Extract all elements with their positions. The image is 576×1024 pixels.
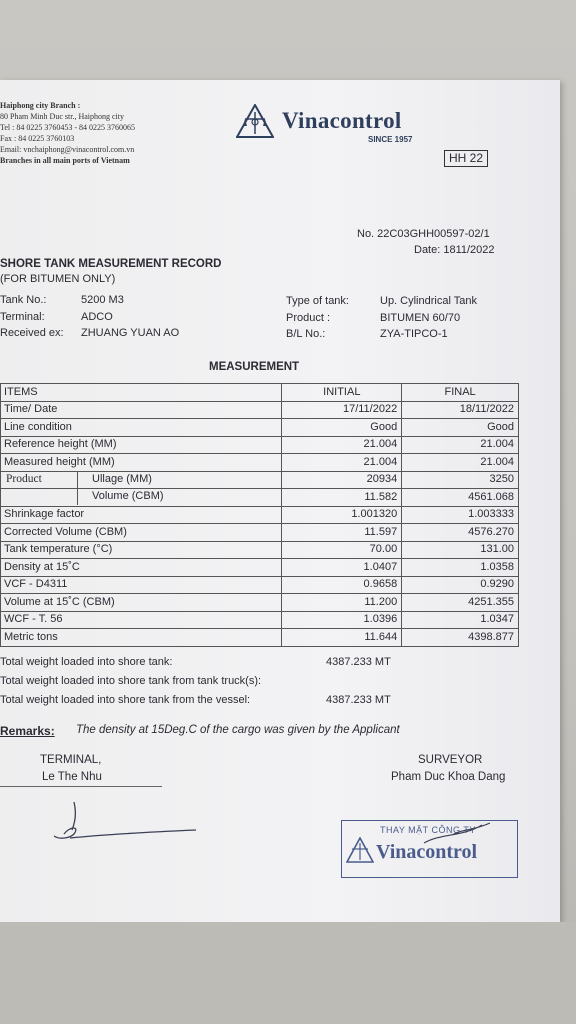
row-label: Density at 15˚C: [1, 559, 282, 577]
remarks-text: The density at 15Deg.C of the cargo was given by the Applicant: [76, 724, 400, 736]
form-code: HH 22: [444, 150, 488, 167]
final-value: 4561.068: [402, 489, 519, 507]
table-row: [1, 594, 519, 612]
branch-title: Haiphong city Branch :: [0, 101, 81, 110]
row-label: Reference height (MM): [1, 436, 282, 454]
row-label: WCF - T. 56: [1, 611, 282, 629]
tank-no-label: Tank No.:: [0, 294, 47, 306]
table-row: [1, 576, 519, 594]
tank-no-value: 5200 M3: [81, 294, 124, 306]
product-group-cell: [1, 471, 282, 489]
product-group-cell: [1, 489, 282, 507]
final-value: 4576.270: [402, 524, 519, 542]
final-value: 18/11/2022: [402, 401, 519, 419]
table-row: [1, 541, 519, 559]
table-row: [1, 524, 519, 542]
initial-value: 17/11/2022: [282, 401, 402, 419]
terminal-value: ADCO: [81, 311, 113, 323]
branch-info: [0, 100, 135, 166]
final-value: 1.003333: [402, 506, 519, 524]
total-loaded-label: Total weight loaded into shore tank:: [0, 656, 173, 668]
final-value: 4251.355: [402, 594, 519, 612]
row-label: Ullage (MM): [92, 472, 152, 485]
table-row: [1, 489, 519, 507]
product-group-spacer: [1, 489, 78, 505]
initial-value: 20934: [282, 471, 402, 489]
total-loaded-value: 4387.233 MT: [326, 656, 391, 668]
final-value: Good: [402, 419, 519, 437]
stamp-signature: [422, 819, 492, 849]
final-value: 0.9290: [402, 576, 519, 594]
measurement-heading: MEASUREMENT: [209, 361, 300, 373]
initial-value: 11.644: [282, 629, 402, 647]
column-header-final: FINAL: [402, 384, 519, 402]
table-row: [1, 471, 519, 489]
stamp-logo-text: Vinacontrol: [376, 841, 478, 863]
product-value: BITUMEN 60/70: [380, 312, 461, 324]
product-label: Product :: [286, 312, 331, 324]
initial-value: 11.582: [282, 489, 402, 507]
received-value: ZHUANG YUAN AO: [81, 327, 180, 339]
row-label: Volume at 15˚C (CBM): [1, 594, 282, 612]
row-label: Line condition: [1, 419, 282, 437]
signature-line: [0, 786, 162, 787]
initial-value: 21.004: [282, 454, 402, 472]
initial-value: 70.00: [282, 541, 402, 559]
final-value: 4398.877: [402, 629, 519, 647]
branch-email: Email: vnchaiphong@vinacontrol.com.vn: [0, 145, 135, 154]
table-row: [1, 419, 519, 437]
final-value: 1.0347: [402, 611, 519, 629]
row-label: VCF - D4311: [1, 576, 282, 594]
final-value: 21.004: [402, 436, 519, 454]
terminal-label: Terminal:: [0, 311, 45, 323]
table-row: [1, 401, 519, 419]
company-stamp: [341, 820, 518, 878]
stamp-scales-icon: [346, 837, 374, 863]
record-subtitle: (FOR BITUMEN ONLY): [0, 273, 116, 285]
logo-name: Vinacontrol: [282, 108, 402, 133]
terminal-signature: [50, 796, 200, 846]
branch-note: Branches in all main ports of Vietnam: [0, 156, 130, 165]
surveyor-name: Pham Duc Khoa Dang: [391, 771, 506, 783]
row-label: Volume (CBM): [92, 490, 164, 503]
scales-icon: [236, 104, 274, 138]
surveyor-title: SURVEYOR: [418, 754, 483, 766]
terminal-title: TERMINAL,: [40, 754, 102, 766]
column-header-initial: INITIAL: [282, 384, 402, 402]
desk-surface: [0, 922, 576, 1024]
table-row: [1, 436, 519, 454]
received-label: Received ex:: [0, 327, 64, 339]
total-vessel-label: Total weight loaded into shore tank from the vessel:: [0, 694, 251, 706]
row-label: Shrinkage factor: [1, 506, 282, 524]
product-group-label: Product: [1, 472, 78, 489]
remarks-label: Remarks:: [0, 724, 55, 738]
table-row: [1, 454, 519, 472]
final-value: 1.0358: [402, 559, 519, 577]
bl-value: ZYA-TIPCO-1: [380, 328, 448, 340]
table-header-row: [1, 384, 519, 402]
tank-type-value: Up. Cylindrical Tank: [380, 295, 478, 307]
initial-value: 1.0396: [282, 611, 402, 629]
final-value: 3250: [402, 471, 519, 489]
row-label: Measured height (MM): [1, 454, 282, 472]
final-value: 131.00: [402, 541, 519, 559]
stamp-caption: THAY MẶT CÔNG TY: [380, 825, 476, 835]
table-row: [1, 559, 519, 577]
initial-value: 11.597: [282, 524, 402, 542]
measurement-table: [0, 383, 519, 647]
row-label: Time/ Date: [1, 401, 282, 419]
initial-value: 1.001320: [282, 506, 402, 524]
initial-value: 21.004: [282, 436, 402, 454]
table-row: [1, 611, 519, 629]
column-header-items: ITEMS: [1, 384, 282, 402]
bl-label: B/L No.:: [286, 328, 326, 340]
initial-value: 0.9658: [282, 576, 402, 594]
row-label: Corrected Volume (CBM): [1, 524, 282, 542]
company-logo: [236, 104, 436, 144]
record-title: SHORE TANK MEASUREMENT RECORD: [0, 258, 222, 270]
table-row: [1, 506, 519, 524]
row-label: Metric tons: [1, 629, 282, 647]
initial-value: 1.0407: [282, 559, 402, 577]
total-truck-label: Total weight loaded into shore tank from tank truck(s):: [0, 675, 262, 687]
document-date: Date: 1811/2022: [414, 244, 495, 256]
table-row: [1, 629, 519, 647]
final-value: 21.004: [402, 454, 519, 472]
tank-type-label: Type of tank:: [286, 295, 349, 307]
branch-address: 80 Pham Minh Duc str., Haiphong city: [0, 112, 124, 121]
logo-since: SINCE 1957: [368, 135, 413, 144]
branch-tel: Tel : 84 0225 3760453 - 84 0225 3760065: [0, 123, 135, 132]
terminal-name: Le The Nhu: [42, 771, 102, 783]
document-number: No. 22C03GHH00597-02/1: [357, 228, 490, 240]
initial-value: 11.200: [282, 594, 402, 612]
initial-value: Good: [282, 419, 402, 437]
total-vessel-value: 4387.233 MT: [326, 694, 391, 706]
branch-fax: Fax : 84 0225 3760103: [0, 134, 75, 143]
row-label: Tank temperature (°C): [1, 541, 282, 559]
